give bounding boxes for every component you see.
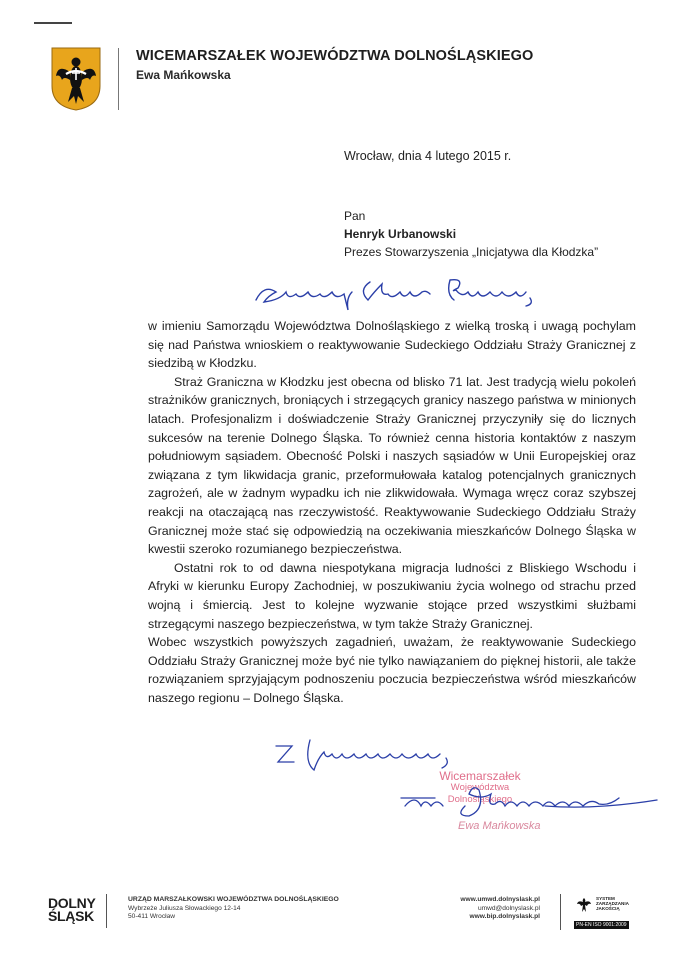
office-contact — [420, 896, 540, 922]
logo-line-2: ŚLĄSK — [48, 908, 94, 924]
recipient-name: Henryk Urbanowski — [344, 227, 457, 241]
recipient-role: Prezes Stowarzyszenia „Inicjatywa dla Kłodzka” — [344, 245, 599, 259]
system-line-1: SYSTEM — [596, 896, 615, 901]
scan-edge-mark — [34, 22, 72, 24]
header-divider — [118, 48, 119, 110]
letter-date: Wrocław, dnia 4 lutego 2015 r. — [344, 149, 512, 163]
system-line-3: JAKOŚCIĄ — [596, 906, 620, 911]
handwritten-signature — [395, 776, 665, 826]
footer-divider-left — [106, 894, 107, 928]
body-paragraph-4: Wobec wszystkich powyższych zagadnień, uważam, że reaktywowanie Sudeckiego Oddziału Straży Granicznej może być nie tylko nawiązaniem do pięknej historii, ale także rozwiązaniem sprzyjającym podnoszeniu poczucia bezpieczeństwa wśród mieszkańców naszego regionu – Dolnego Śląska. — [148, 635, 636, 705]
silesia-coat-of-arms-icon — [50, 46, 102, 112]
iso-badge: PN-EN ISO 9001:2009 — [576, 922, 627, 928]
website-link: www.umwd.dolnyslask.pl — [460, 896, 540, 903]
bip-link: www.bip.dolnyslask.pl — [469, 913, 540, 921]
office-address — [128, 896, 339, 922]
letter-body — [148, 317, 636, 707]
sender-title: WICEMARSZAŁEK WOJEWÓDZTWA DOLNOŚLĄSKIEGO — [136, 48, 534, 64]
office-name: URZĄD MARSZAŁKOWSKI WOJEWÓDZTWA DOLNOŚLĄSKIEGO — [128, 896, 339, 903]
body-paragraph-1: w imieniu Samorządu Województwa Dolnośląskiego z wielką troską i uwagą pochylam się nad Państwa wnioskiem o reaktywowanie Sudeckiego Oddziału Straży Granicznej z siedzibą w Kłodzku. — [148, 319, 636, 371]
recipient-salutation-line: Pan — [344, 209, 366, 223]
eagle-icon — [576, 896, 592, 914]
recipient-block — [344, 207, 598, 261]
stamp-title: Wicemarszałek — [439, 769, 521, 783]
stamp-name: Ewa Mańkowska — [458, 820, 541, 832]
stamp-subtitle: Województwa Dolnośląskiego — [447, 782, 513, 805]
footer-divider-right — [560, 894, 561, 930]
handwritten-salutation — [250, 270, 590, 314]
office-city: 50-411 Wrocław — [128, 913, 176, 921]
logo-line-1: DOLNY — [48, 895, 96, 911]
body-paragraph-3: Ostatni rok to od dawna niespotykana migracja ludności z Bliskiego Wschodu i Afryki w kierunku Europy Zachodniej, w poszukiwaniu życia wolnego od strachu przed wojną i śmiercią. Jest to kolejne wyzwanie stojące przed wszystkimi służbami strzegącymi naszego bezpieczeństwa, w tym także Straży Granicznej. — [148, 560, 636, 631]
email-address: umwd@dolnyslask.pl — [477, 904, 540, 912]
office-street: Wybrzeże Juliusza Słowackiego 12-14 — [128, 904, 241, 912]
system-line-2: ZARZĄDZANIA — [596, 901, 629, 906]
dolny-slask-logo — [48, 897, 96, 923]
body-paragraph-2: Straż Graniczna w Kłodzku jest obecna od blisko 71 lat. Jest tradycją wielu pokoleń strażników granicznych, broniących i strzegących granicy naszego państwa w minionych latach. Profesjonalizm i doświadczenie Straży Granicznej przyczyniły się do licznych sukcesów na terenie Dolnego Śląska. To również cenna historia kontaktów z naszym południowym sąsiadem. Obecność Polski i naszych sąsiadów w Unii Europejskiej oraz związana z tym likwidacja granic, przeformułowała katalog potencjalnych granicznych zagrożeń, ale w żadnym wypadku ich nie zlikwidowała. Wymaga wręcz coraz szybszej reakcji na otaczającą nas rzeczywistość. Reaktywowanie Sudeckiego Oddziału Straży Granicznej może stać się odpowiedzią na oczekiwania mieszkańców Dolnego Śląska w kwestii szeroko rozumianego bezpieczeństwa. — [148, 374, 636, 557]
quality-system-label — [596, 896, 629, 911]
sender-name: Ewa Mańkowska — [136, 68, 231, 82]
